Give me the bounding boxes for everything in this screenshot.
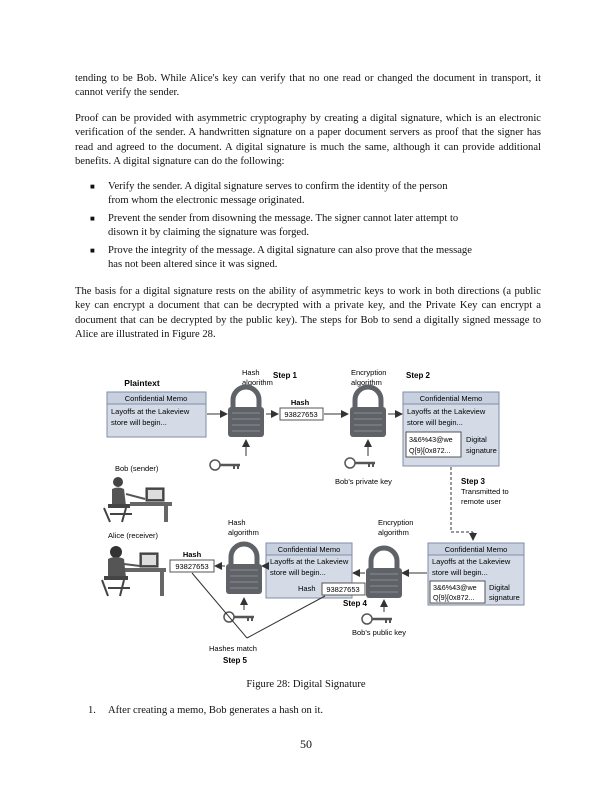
step-1-label: Step 1: [273, 371, 298, 380]
received-signed-memo: [428, 543, 524, 605]
hash-label: Hash: [290, 398, 310, 407]
plaintext-label: Plaintext: [124, 378, 160, 388]
key-icon: [345, 458, 375, 468]
bob-sender-label: Bob (sender): [115, 464, 159, 473]
key-icon: [224, 612, 254, 622]
svg-text:store will begin...: store will begin...: [270, 568, 326, 577]
encryption-algorithm-label: algorithm: [351, 378, 382, 387]
svg-text:3&6%43@we: 3&6%43@we: [409, 435, 453, 444]
list-item: ■ Verify the sender. A digital signature serves to confirm the identity of the person from whom the electronic message originated.: [90, 181, 448, 207]
key-icon: [210, 460, 240, 470]
bobs-private-key-label: Bob's private key: [335, 477, 392, 486]
encryption-algorithm-label: Encryption: [378, 518, 414, 527]
lock-icon: [226, 544, 262, 594]
paragraph-basis: The basis for a digital signature rests on the ability of asymmetric keys to work in both directions (a public key can encrypt a document that can be decrypted with a private key, and the Private Key can encrypt a document that can be decrypted by the public key). The steps for Bob to send a digitally signed message to Alice are illustrated in Figure 28.: [75, 286, 541, 341]
step-number: 1.: [88, 705, 96, 716]
paragraph-intro: tending to be Bob. While Alice's key can verify that no one read or changed the document in transport, it cannot verify the sender.: [75, 73, 541, 99]
encryption-algorithm-label: algorithm: [378, 528, 409, 537]
lock-icon: [350, 387, 386, 437]
svg-text:Layoffs at the Lakeview: Layoffs at the Lakeview: [270, 557, 349, 566]
lock-icon: [366, 548, 402, 598]
plaintext-memo: [107, 392, 206, 437]
hash-algorithm-label: algorithm: [242, 378, 273, 387]
signed-memo: [403, 392, 499, 466]
svg-text:Digital: Digital: [466, 435, 487, 444]
svg-text:Confidential Memo: Confidential Memo: [419, 394, 483, 403]
hash-algorithm-label: algorithm: [228, 528, 259, 537]
svg-text:Q[9}[0x872...: Q[9}[0x872...: [409, 446, 451, 455]
bob-computer-icon: [104, 477, 172, 522]
key-icon: [362, 614, 392, 624]
svg-text:3&6%43@we: 3&6%43@we: [433, 583, 477, 592]
svg-text:Confidential Memo: Confidential Memo: [277, 545, 341, 554]
hash-algorithm-label: Hash: [242, 368, 260, 377]
hash-value: 93827653: [175, 562, 209, 571]
alice-receiver-label: Alice (receiver): [108, 531, 159, 540]
hashes-match-label: Hashes match: [209, 644, 257, 653]
hash-algorithm-label: Hash: [228, 518, 246, 527]
hash-value: 93827653: [284, 410, 318, 419]
figure-caption: Figure 28: Digital Signature: [246, 679, 366, 690]
svg-text:Layoffs at the Lakeview: Layoffs at the Lakeview: [111, 407, 190, 416]
decrypted-memo: [266, 543, 365, 598]
bullet-icon: ■: [90, 245, 95, 255]
lock-icon: [228, 387, 264, 437]
svg-text:Q[9}[0x872...: Q[9}[0x872...: [433, 593, 475, 602]
transmitted-label: remote user: [461, 497, 502, 506]
svg-text:signature: signature: [466, 446, 497, 455]
page-number: 50: [300, 737, 312, 751]
encryption-algorithm-label: Encryption: [351, 368, 387, 377]
step-5-label: Step 5: [223, 656, 248, 665]
list-item: ■ Prove the integrity of the message. A digital signature can also prove that the message has not been altered since it was signed.: [90, 244, 472, 271]
bobs-public-key-label: Bob's public key: [352, 628, 406, 637]
hash-label: Hash: [182, 550, 202, 559]
paragraph-digital-signature: Proof can be provided with asymmetric cryptography by creating a digital signature, which is an electronic verification of the sender. A handwritten signature on a paper document servers as proof that the signer has read and agreed to the document. A digital signature is much the same, although it can provide additional benefits. A digital signature can do the following:: [75, 113, 541, 168]
svg-text:Layoffs at the Lakeview: Layoffs at the Lakeview: [432, 557, 511, 566]
step-4-label: Step 4: [343, 599, 368, 608]
numbered-step: [75, 704, 541, 718]
svg-text:store will begin...: store will begin...: [432, 568, 488, 577]
svg-text:Hash: Hash: [298, 584, 316, 593]
svg-text:signature: signature: [489, 593, 520, 602]
list-item: ■ Prevent the sender from disowning the message. The signer cannot later attempt to disown it by claiming the signature was forged.: [90, 212, 459, 239]
svg-text:Confidential Memo: Confidential Memo: [124, 394, 188, 403]
alice-computer-icon: [102, 546, 166, 596]
transmitted-label: Transmitted to: [461, 487, 509, 496]
svg-text:store will begin...: store will begin...: [111, 418, 167, 427]
svg-text:Layoffs at the Lakeview: Layoffs at the Lakeview: [407, 407, 486, 416]
step-3-label: Step 3: [461, 477, 486, 486]
svg-text:Digital: Digital: [489, 583, 510, 592]
svg-text:store will begin...: store will begin...: [407, 418, 463, 427]
bullet-icon: ■: [90, 182, 95, 191]
svg-text:Confidential Memo: Confidential Memo: [444, 545, 508, 554]
step-2-label: Step 2: [406, 371, 431, 380]
bullet-icon: ■: [90, 213, 95, 223]
step-text: After creating a memo, Bob generates a hash on it.: [108, 705, 324, 716]
svg-text:93827653: 93827653: [326, 585, 360, 594]
